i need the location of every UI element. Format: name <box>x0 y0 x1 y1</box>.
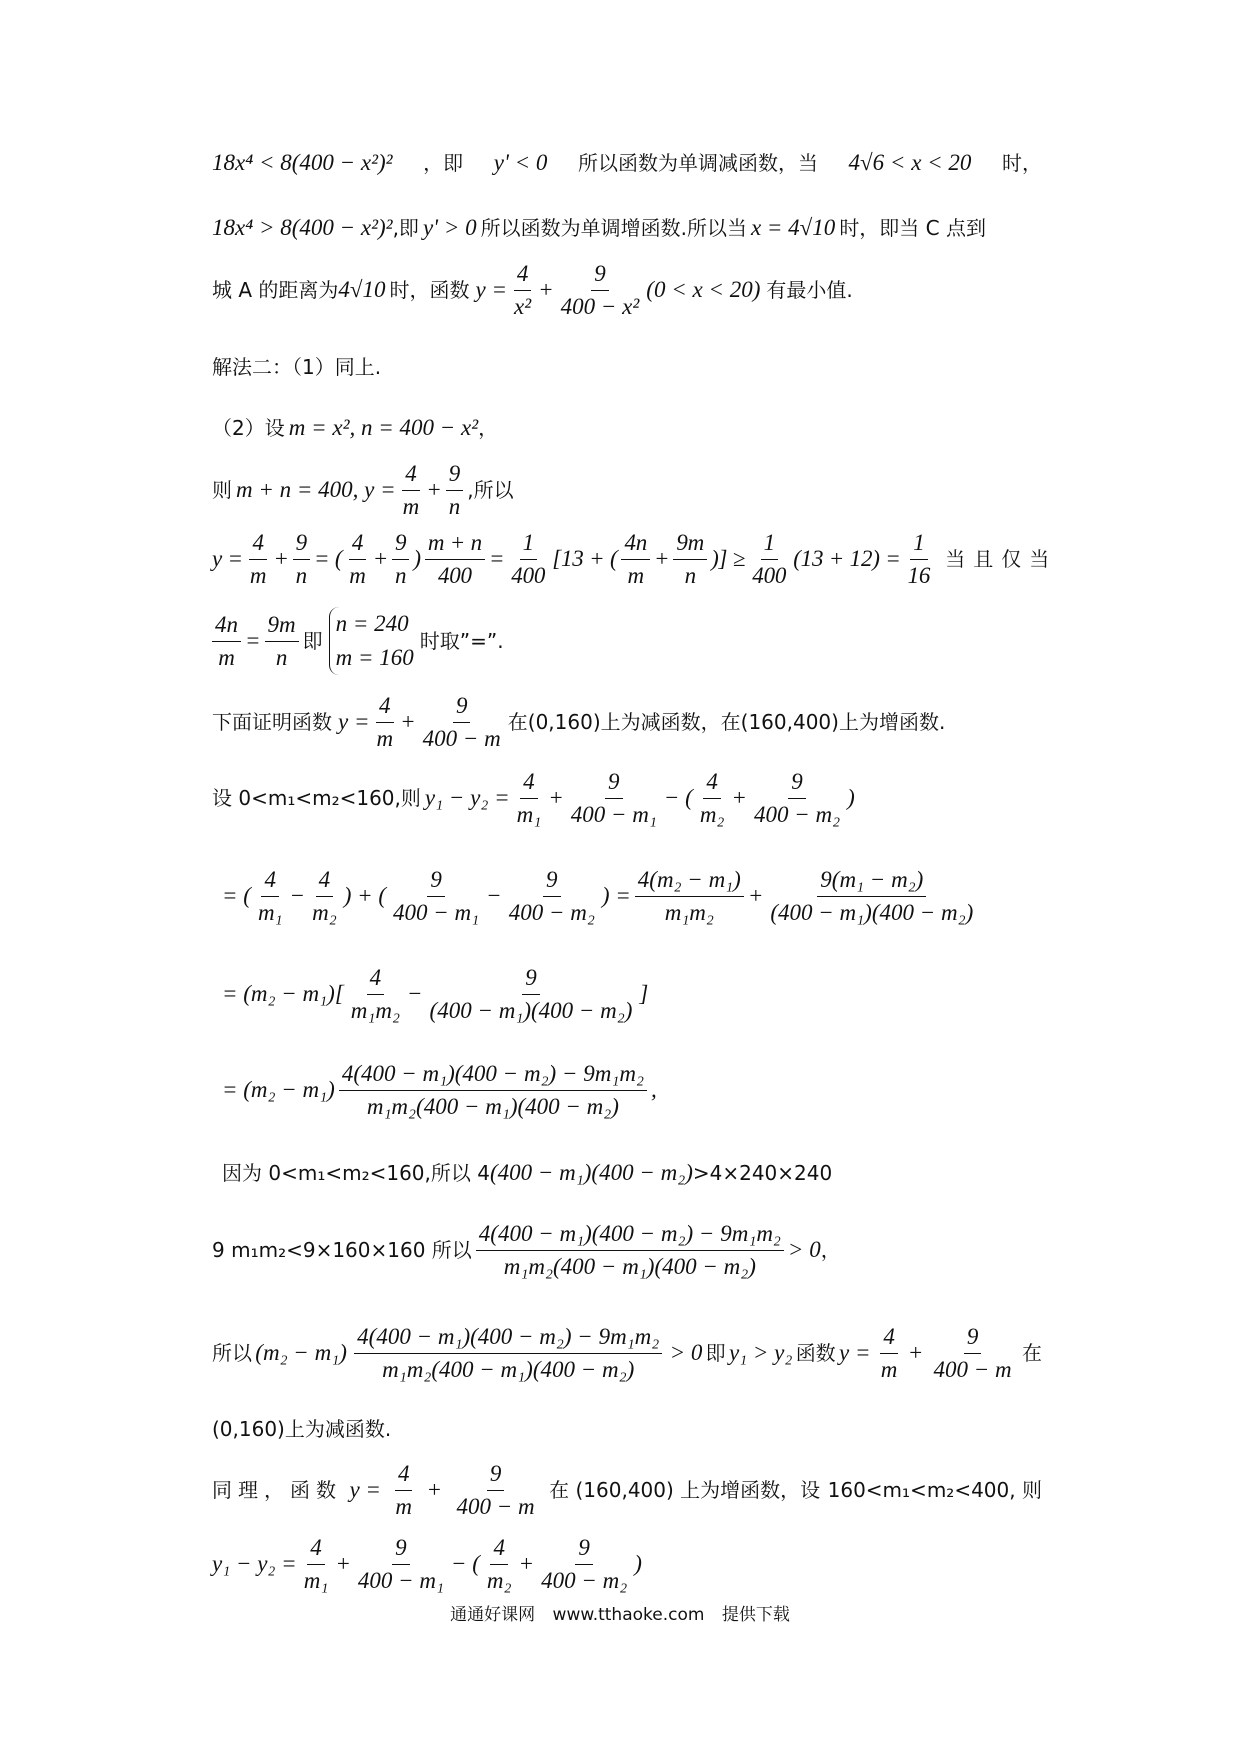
denominator: n <box>448 493 461 519</box>
numerator: 9 <box>543 867 561 897</box>
numerator: 9 <box>392 530 409 560</box>
numerator: 4n <box>212 612 241 642</box>
math: m + n = 400, y = <box>236 477 396 502</box>
denominator: m₁ <box>303 1567 329 1593</box>
denominator: m₁ <box>516 801 542 827</box>
line-3 <box>212 262 1042 318</box>
line-6 <box>212 462 1042 518</box>
numerator: 4n <box>621 530 650 560</box>
denominator: 400 − m₂ <box>508 899 595 925</box>
line-11 <box>222 868 1052 924</box>
math: (13 + 12) = <box>793 546 901 571</box>
line-8 <box>212 608 1042 674</box>
numerator: 9m <box>673 530 707 560</box>
numerator: 9 <box>453 693 471 723</box>
fraction <box>339 1061 647 1120</box>
text: 即 <box>705 1341 726 1365</box>
denominator: 400 <box>752 562 787 588</box>
fraction <box>514 769 545 828</box>
operator: = <box>245 628 261 653</box>
math-inequality: 18x⁴ > 8(400 − x²)² <box>212 215 393 240</box>
fraction <box>905 530 934 589</box>
math: y₁ > y₂ <box>728 1340 793 1365</box>
operator: + <box>426 1477 443 1502</box>
fraction <box>400 461 423 520</box>
numerator: 4(400 − m₁)(400 − m₂) − 9m₁m₂ <box>354 1324 662 1354</box>
operator: + <box>426 477 442 502</box>
math-value: x = 4√10 <box>750 215 836 240</box>
text: 在(0,160)上为减函数，在(160,400)上为增函数. <box>507 710 946 734</box>
numerator: 4 <box>402 461 420 491</box>
fraction <box>511 261 534 320</box>
text: 城 A 的距离为 <box>212 278 339 302</box>
denominator: n <box>295 562 307 588</box>
denominator: m₁m₂ <box>664 899 714 925</box>
fraction <box>506 867 598 926</box>
fraction <box>635 867 744 926</box>
numerator: 4 <box>307 1535 325 1565</box>
line-18 <box>212 1462 1042 1518</box>
math-derivative: y' > 0 <box>422 215 477 240</box>
fraction <box>476 1221 784 1280</box>
math: y = <box>338 709 370 734</box>
text: ，即 <box>423 151 464 175</box>
denominator: m₁m₂ <box>350 997 400 1023</box>
math: = ( <box>222 883 251 908</box>
text: 即 <box>302 629 323 653</box>
equation-system <box>329 607 414 675</box>
fraction <box>558 261 643 320</box>
operator: + <box>548 785 564 810</box>
math: (400 − m₁)(400 − m₂) <box>489 1160 693 1185</box>
denominator: m <box>395 1493 413 1519</box>
math: ) <box>847 785 855 810</box>
line-4 <box>212 352 1042 382</box>
text: (0,160)上为减函数. <box>212 1417 392 1441</box>
denominator: m₁m₂(400 − m₁)(400 − m₂) <box>382 1356 635 1382</box>
math: y = <box>838 1340 871 1365</box>
text: 同理，函数 <box>212 1478 342 1502</box>
math: > 0 <box>787 1237 821 1262</box>
denominator: (400 − m₁)(400 − m₂) <box>770 899 974 925</box>
text: 则 <box>212 478 232 502</box>
text: 160<m₁<m₂<400, 则 <box>827 1478 1042 1502</box>
operator: + <box>335 1551 351 1576</box>
text: ， <box>820 1238 841 1262</box>
numerator: 1 <box>910 530 927 560</box>
line-2 <box>212 213 1042 243</box>
denominator: m <box>880 1356 898 1382</box>
denominator: 400 − m₁ <box>570 801 657 827</box>
fraction <box>878 1324 901 1383</box>
operator: + <box>518 1551 535 1576</box>
operator: + <box>400 709 416 734</box>
numerator: 9 <box>427 867 445 897</box>
math-domain: (0 < x < 20) <box>646 277 761 302</box>
math: [13 + ( <box>552 546 618 571</box>
fraction <box>767 867 976 926</box>
numerator: 4 <box>376 693 394 723</box>
denominator: m <box>218 644 235 670</box>
math: y₁ − y₂ = <box>212 1551 297 1576</box>
fraction <box>454 1461 538 1520</box>
numerator: 1 <box>761 530 778 560</box>
numerator: 4 <box>520 769 538 799</box>
equation: m = 160 <box>335 645 414 670</box>
fraction <box>697 769 728 828</box>
text: 设 0<m₁<m₂<160,则 <box>212 786 421 810</box>
fraction <box>392 1461 415 1520</box>
text: 时，即当 C 点到 <box>839 216 986 240</box>
denominator: m₁m₂(400 − m₁)(400 − m₂) <box>503 1253 756 1279</box>
numerator: 4 <box>490 1535 508 1565</box>
operator: − <box>407 981 423 1006</box>
line-1 <box>212 148 1042 178</box>
fraction <box>247 530 269 589</box>
numerator: 9 <box>293 530 310 560</box>
denominator: 400 − m <box>933 1356 1012 1382</box>
fraction <box>212 612 241 671</box>
fraction <box>373 693 396 752</box>
numerator: 9m <box>265 612 299 642</box>
line-15 <box>212 1222 1042 1278</box>
fraction <box>293 530 310 589</box>
text: 所以 <box>212 1341 252 1365</box>
numerator: m + n <box>425 530 485 560</box>
math-derivative: y' < 0 <box>493 150 548 175</box>
numerator: 4 <box>880 1324 898 1354</box>
math: = <box>488 546 505 571</box>
math: (m₂ − m₁) <box>255 1340 347 1365</box>
math-substitution: m = x², n = 400 − x² <box>288 415 479 440</box>
text: >4×240×240 <box>692 1161 833 1185</box>
numerator: 4(400 − m₁)(400 − m₂) − 9m₁m₂ <box>476 1221 784 1251</box>
fraction <box>309 867 340 926</box>
operator: + <box>372 546 389 571</box>
fraction <box>346 530 368 589</box>
text: 因为 0<m₁<m₂<160,所以 4 <box>222 1161 490 1185</box>
denominator: n <box>395 562 407 588</box>
text: 所以函数为单调增函数.所以当 <box>480 216 747 240</box>
math-range: 4√6 < x < 20 <box>848 150 972 175</box>
math: − ( <box>450 1551 480 1576</box>
math-inequality: 18x⁴ < 8(400 − x²)² <box>212 150 393 175</box>
operator: + <box>654 546 670 571</box>
line-19 <box>212 1536 1042 1592</box>
denominator: m₂ <box>486 1567 512 1593</box>
fraction <box>390 867 482 926</box>
math: y₁ − y₂ = <box>424 785 510 810</box>
fraction <box>420 693 504 752</box>
denominator: n <box>684 562 696 588</box>
denominator: 400 − m₁ <box>357 1567 444 1593</box>
page-footer <box>0 1600 1240 1625</box>
text: 时取”=”. <box>419 629 504 653</box>
fraction <box>621 530 650 589</box>
math: y = <box>349 1477 381 1502</box>
math: ) <box>413 546 421 571</box>
numerator: 9 <box>788 769 806 799</box>
text: 在 (160,400) 上为增函数，设 <box>549 1478 821 1502</box>
line-7 <box>212 529 1058 588</box>
text: 时， <box>1002 151 1042 175</box>
denominator: m₂ <box>312 899 337 925</box>
operator: − <box>486 883 502 908</box>
text: ,所以 <box>467 478 514 502</box>
numerator: 4 <box>261 867 279 897</box>
math: )] ≥ <box>711 546 746 571</box>
line-14 <box>222 1158 1052 1188</box>
denominator: m <box>249 562 267 588</box>
text: 下面证明函数 <box>212 710 332 734</box>
line-16 <box>212 1325 1042 1381</box>
denominator: x² <box>514 293 532 319</box>
math: , <box>650 1077 657 1102</box>
denominator: m₂ <box>699 801 725 827</box>
equation: n = 240 <box>335 611 409 636</box>
fraction <box>751 769 843 828</box>
fraction <box>931 1324 1015 1383</box>
numerator: 9 <box>487 1461 505 1491</box>
denominator: 400 − m₂ <box>753 801 841 827</box>
denominator: m <box>402 493 420 519</box>
math: y = <box>475 277 508 302</box>
denominator: m <box>349 562 366 588</box>
numerator: 9 <box>522 965 540 995</box>
numerator: 4 <box>316 867 334 897</box>
text: 有最小值. <box>766 278 853 302</box>
operator: − <box>289 883 306 908</box>
numerator: 4 <box>367 965 385 995</box>
text: ,即 <box>392 216 419 240</box>
math: ) + ( <box>343 883 387 908</box>
denominator: m₁ <box>257 899 283 925</box>
footer-url: www.tthaoke.com <box>552 1605 705 1625</box>
operator: + <box>747 883 764 908</box>
numerator: 9 <box>446 461 464 491</box>
text: 9 m₁m₂<9×160×160 所以 <box>212 1238 472 1262</box>
fraction <box>538 1535 630 1594</box>
fraction <box>301 1535 332 1594</box>
fraction <box>749 530 789 589</box>
text: ， <box>478 416 499 440</box>
numerator: 4 <box>349 530 366 560</box>
denominator: n <box>275 644 288 670</box>
denominator: 400 − m <box>422 725 501 751</box>
fraction <box>355 1535 447 1594</box>
numerator: 4 <box>703 769 721 799</box>
math: ) = <box>601 883 631 908</box>
fraction <box>446 461 464 520</box>
footer-site-name: 通通好课网 <box>450 1605 536 1625</box>
numerator: 9 <box>964 1324 982 1354</box>
numerator: 4 <box>249 530 266 560</box>
line-13 <box>222 1062 1052 1118</box>
denominator: 400 − m₁ <box>393 899 480 925</box>
denominator: 400 − m <box>456 1493 535 1519</box>
math: − ( <box>663 785 693 810</box>
line-10 <box>212 770 1042 826</box>
math: = (m₂ − m₁)[ <box>222 981 344 1006</box>
operator: + <box>538 277 554 302</box>
text: （2）设 <box>212 416 285 440</box>
numerator: 1 <box>520 530 537 560</box>
fraction <box>265 612 299 671</box>
fraction <box>354 1324 662 1383</box>
denominator: m <box>627 562 644 588</box>
fraction <box>425 530 485 589</box>
denominator: 16 <box>907 562 931 588</box>
fraction <box>484 1535 515 1594</box>
math: y = <box>212 546 243 571</box>
text: 函数 <box>795 1341 836 1365</box>
footer-suffix: 提供下载 <box>721 1605 790 1625</box>
denominator: 400 <box>511 562 546 588</box>
numerator: 4(400 − m₁)(400 − m₂) − 9m₁m₂ <box>339 1061 647 1091</box>
fraction <box>348 965 403 1024</box>
math-value: 4√10 <box>338 277 386 302</box>
operator: + <box>907 1340 924 1365</box>
denominator: m₁m₂(400 − m₁)(400 − m₂) <box>366 1093 619 1119</box>
line-5 <box>212 413 1042 443</box>
fraction <box>392 530 409 589</box>
fraction <box>255 867 286 926</box>
math: ) <box>634 1551 642 1576</box>
numerator: 9 <box>591 261 609 291</box>
fraction <box>508 530 548 589</box>
numerator: 9 <box>605 769 623 799</box>
text: 在 <box>1021 1341 1042 1365</box>
fraction <box>568 769 660 828</box>
numerator: 9(m₁ − m₂) <box>817 867 926 897</box>
math: = (m₂ − m₁) <box>222 1077 335 1102</box>
denominator: 400 − m₂ <box>541 1567 628 1593</box>
text: 当且仅当 <box>945 547 1058 571</box>
numerator: 4 <box>514 261 532 291</box>
numerator: 4 <box>395 1461 413 1491</box>
numerator: 9 <box>392 1535 410 1565</box>
operator: + <box>273 546 289 571</box>
numerator: 9 <box>575 1535 593 1565</box>
line-17 <box>212 1414 1042 1444</box>
math: = ( <box>313 546 343 571</box>
denominator: m <box>376 725 394 751</box>
line-12 <box>222 966 1052 1022</box>
operator: + <box>731 785 747 810</box>
text: 时，函数 <box>389 278 470 302</box>
text: 解法二：（1）同上. <box>212 355 382 379</box>
math: ] <box>639 981 649 1006</box>
denominator: 400 − x² <box>560 293 640 319</box>
text: 所以函数为单调减函数，当 <box>577 151 818 175</box>
numerator: 4(m₂ − m₁) <box>635 867 744 897</box>
math: > 0 <box>669 1340 703 1365</box>
denominator: 400 <box>437 562 472 588</box>
denominator: (400 − m₁)(400 − m₂) <box>429 997 633 1023</box>
fraction <box>673 530 707 589</box>
line-9 <box>212 694 1042 750</box>
fraction <box>427 965 636 1024</box>
